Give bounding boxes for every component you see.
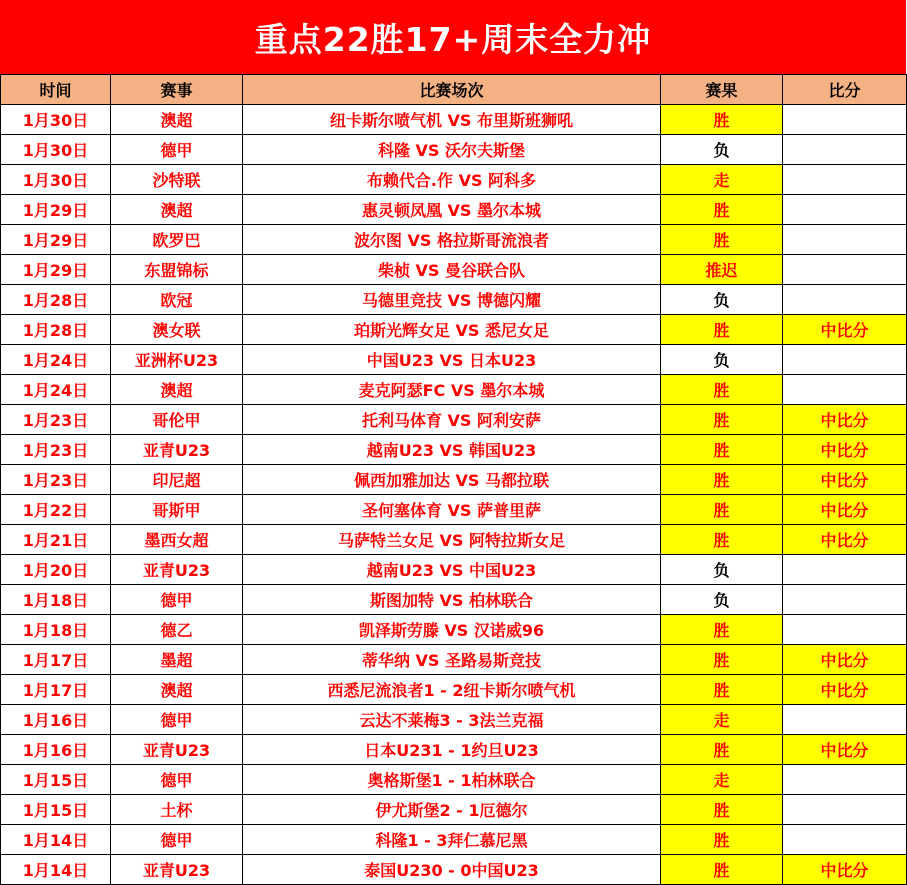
table-row <box>1 345 907 375</box>
table-row <box>1 765 907 795</box>
cell-score <box>783 135 907 165</box>
cell-score: 中比分 <box>783 435 907 465</box>
cell-time: 1月17日 <box>1 675 111 705</box>
cell-time: 1月28日 <box>1 315 111 345</box>
table-body <box>1 105 907 885</box>
cell-time: 1月30日 <box>1 135 111 165</box>
cell-score <box>783 615 907 645</box>
cell-time: 1月23日 <box>1 465 111 495</box>
cell-result: 胜 <box>661 735 783 765</box>
cell-result: 负 <box>661 555 783 585</box>
table-row <box>1 855 907 885</box>
table-row <box>1 615 907 645</box>
cell-result: 负 <box>661 135 783 165</box>
table-row <box>1 525 907 555</box>
cell-league: 德乙 <box>111 615 243 645</box>
cell-time: 1月17日 <box>1 645 111 675</box>
cell-time: 1月14日 <box>1 825 111 855</box>
cell-match: 佩西加雅加达 VS 马都拉联 <box>243 465 661 495</box>
cell-league: 土杯 <box>111 795 243 825</box>
cell-match: 蒂华纳 VS 圣路易斯竞技 <box>243 645 661 675</box>
cell-time: 1月29日 <box>1 225 111 255</box>
cell-score <box>783 705 907 735</box>
cell-result: 负 <box>661 345 783 375</box>
matches-table <box>0 74 907 885</box>
cell-time: 1月30日 <box>1 165 111 195</box>
cell-score <box>783 165 907 195</box>
cell-match: 纽卡斯尔喷气机 VS 布里斯班狮吼 <box>243 105 661 135</box>
cell-match: 云达不莱梅3 - 3法兰克福 <box>243 705 661 735</box>
cell-league: 亚青U23 <box>111 435 243 465</box>
table-row <box>1 495 907 525</box>
column-header-match: 比赛场次 <box>243 75 661 105</box>
column-header-league: 赛事 <box>111 75 243 105</box>
table-header <box>1 75 907 105</box>
table-row <box>1 555 907 585</box>
cell-match: 马德里竞技 VS 博德闪耀 <box>243 285 661 315</box>
cell-match: 珀斯光辉女足 VS 悉尼女足 <box>243 315 661 345</box>
cell-league: 澳超 <box>111 375 243 405</box>
cell-match: 西悉尼流浪者1 - 2纽卡斯尔喷气机 <box>243 675 661 705</box>
cell-result: 胜 <box>661 105 783 135</box>
cell-time: 1月30日 <box>1 105 111 135</box>
cell-match: 麦克阿瑟FC VS 墨尔本城 <box>243 375 661 405</box>
cell-score: 中比分 <box>783 675 907 705</box>
cell-score <box>783 375 907 405</box>
cell-result: 走 <box>661 765 783 795</box>
cell-time: 1月21日 <box>1 525 111 555</box>
cell-match: 科隆 VS 沃尔夫斯堡 <box>243 135 661 165</box>
cell-result: 走 <box>661 705 783 735</box>
cell-time: 1月29日 <box>1 195 111 225</box>
cell-match: 越南U23 VS 中国U23 <box>243 555 661 585</box>
banner <box>0 0 906 74</box>
cell-league: 亚洲杯U23 <box>111 345 243 375</box>
cell-match: 中国U23 VS 日本U23 <box>243 345 661 375</box>
table-row <box>1 465 907 495</box>
cell-score: 中比分 <box>783 855 907 885</box>
cell-time: 1月22日 <box>1 495 111 525</box>
cell-league: 亚青U23 <box>111 555 243 585</box>
cell-score: 中比分 <box>783 735 907 765</box>
cell-result: 胜 <box>661 645 783 675</box>
cell-league: 哥斯甲 <box>111 495 243 525</box>
cell-league: 澳女联 <box>111 315 243 345</box>
cell-score: 中比分 <box>783 315 907 345</box>
table-row <box>1 585 907 615</box>
cell-league: 德甲 <box>111 135 243 165</box>
table-row <box>1 165 907 195</box>
cell-time: 1月28日 <box>1 285 111 315</box>
table-row <box>1 315 907 345</box>
cell-time: 1月18日 <box>1 585 111 615</box>
table-row <box>1 255 907 285</box>
cell-score: 中比分 <box>783 645 907 675</box>
cell-result: 胜 <box>661 435 783 465</box>
cell-league: 欧罗巴 <box>111 225 243 255</box>
header-row <box>1 75 907 105</box>
cell-league: 墨超 <box>111 645 243 675</box>
cell-match: 凯泽斯劳滕 VS 汉诺威96 <box>243 615 661 645</box>
cell-match: 马萨特兰女足 VS 阿特拉斯女足 <box>243 525 661 555</box>
cell-result: 胜 <box>661 825 783 855</box>
cell-match: 越南U23 VS 韩国U23 <box>243 435 661 465</box>
table-row <box>1 405 907 435</box>
cell-league: 墨西女超 <box>111 525 243 555</box>
table-row <box>1 825 907 855</box>
cell-match: 科隆1 - 3拜仁慕尼黑 <box>243 825 661 855</box>
cell-time: 1月20日 <box>1 555 111 585</box>
cell-result: 推迟 <box>661 255 783 285</box>
cell-result: 胜 <box>661 195 783 225</box>
cell-match: 布赖代合.作 VS 阿科多 <box>243 165 661 195</box>
cell-league: 澳超 <box>111 195 243 225</box>
cell-result: 胜 <box>661 465 783 495</box>
cell-score <box>783 195 907 225</box>
cell-result: 胜 <box>661 405 783 435</box>
cell-time: 1月16日 <box>1 705 111 735</box>
cell-league: 澳超 <box>111 105 243 135</box>
cell-score <box>783 255 907 285</box>
cell-time: 1月23日 <box>1 435 111 465</box>
table-row <box>1 135 907 165</box>
cell-match: 奥格斯堡1 - 1柏林联合 <box>243 765 661 795</box>
cell-league: 澳超 <box>111 675 243 705</box>
table-row <box>1 225 907 255</box>
cell-result: 胜 <box>661 795 783 825</box>
cell-score <box>783 825 907 855</box>
cell-result: 胜 <box>661 675 783 705</box>
cell-score: 中比分 <box>783 525 907 555</box>
cell-result: 走 <box>661 165 783 195</box>
cell-league: 德甲 <box>111 705 243 735</box>
cell-score <box>783 795 907 825</box>
table-row <box>1 675 907 705</box>
cell-match: 日本U231 - 1约旦U23 <box>243 735 661 765</box>
cell-time: 1月29日 <box>1 255 111 285</box>
cell-league: 欧冠 <box>111 285 243 315</box>
cell-result: 负 <box>661 285 783 315</box>
table-row <box>1 195 907 225</box>
table-row <box>1 795 907 825</box>
cell-match: 惠灵顿凤凰 VS 墨尔本城 <box>243 195 661 225</box>
cell-time: 1月24日 <box>1 345 111 375</box>
cell-time: 1月14日 <box>1 855 111 885</box>
cell-score <box>783 285 907 315</box>
table-row <box>1 705 907 735</box>
cell-time: 1月23日 <box>1 405 111 435</box>
cell-result: 负 <box>661 585 783 615</box>
cell-match: 泰国U230 - 0中国U23 <box>243 855 661 885</box>
cell-league: 德甲 <box>111 765 243 795</box>
cell-score <box>783 105 907 135</box>
cell-result: 胜 <box>661 375 783 405</box>
cell-result: 胜 <box>661 855 783 885</box>
cell-match: 斯图加特 VS 柏林联合 <box>243 585 661 615</box>
cell-match: 波尔图 VS 格拉斯哥流浪者 <box>243 225 661 255</box>
cell-match: 伊尤斯堡2 - 1厄德尔 <box>243 795 661 825</box>
cell-league: 亚青U23 <box>111 855 243 885</box>
cell-result: 胜 <box>661 525 783 555</box>
cell-league: 德甲 <box>111 585 243 615</box>
cell-result: 胜 <box>661 315 783 345</box>
cell-league: 德甲 <box>111 825 243 855</box>
cell-time: 1月24日 <box>1 375 111 405</box>
cell-time: 1月15日 <box>1 795 111 825</box>
cell-score <box>783 345 907 375</box>
table-row <box>1 735 907 765</box>
cell-match: 圣何塞体育 VS 萨普里萨 <box>243 495 661 525</box>
cell-league: 沙特联 <box>111 165 243 195</box>
cell-score <box>783 555 907 585</box>
table-row <box>1 105 907 135</box>
cell-score <box>783 585 907 615</box>
table-row <box>1 375 907 405</box>
cell-score <box>783 225 907 255</box>
column-header-result: 赛果 <box>661 75 783 105</box>
column-header-time: 时间 <box>1 75 111 105</box>
cell-score <box>783 765 907 795</box>
cell-league: 哥伦甲 <box>111 405 243 435</box>
page-title: 重点22胜17+周末全力冲 <box>254 19 652 59</box>
cell-result: 胜 <box>661 615 783 645</box>
table-row <box>1 285 907 315</box>
cell-time: 1月15日 <box>1 765 111 795</box>
column-header-score: 比分 <box>783 75 907 105</box>
cell-score: 中比分 <box>783 405 907 435</box>
cell-league: 印尼超 <box>111 465 243 495</box>
cell-time: 1月18日 <box>1 615 111 645</box>
cell-result: 胜 <box>661 495 783 525</box>
cell-league: 亚青U23 <box>111 735 243 765</box>
cell-result: 胜 <box>661 225 783 255</box>
table-row <box>1 435 907 465</box>
cell-match: 托利马体育 VS 阿利安萨 <box>243 405 661 435</box>
cell-score: 中比分 <box>783 465 907 495</box>
cell-league: 东盟锦标 <box>111 255 243 285</box>
cell-match: 柴桢 VS 曼谷联合队 <box>243 255 661 285</box>
table-row <box>1 645 907 675</box>
cell-score: 中比分 <box>783 495 907 525</box>
cell-time: 1月16日 <box>1 735 111 765</box>
